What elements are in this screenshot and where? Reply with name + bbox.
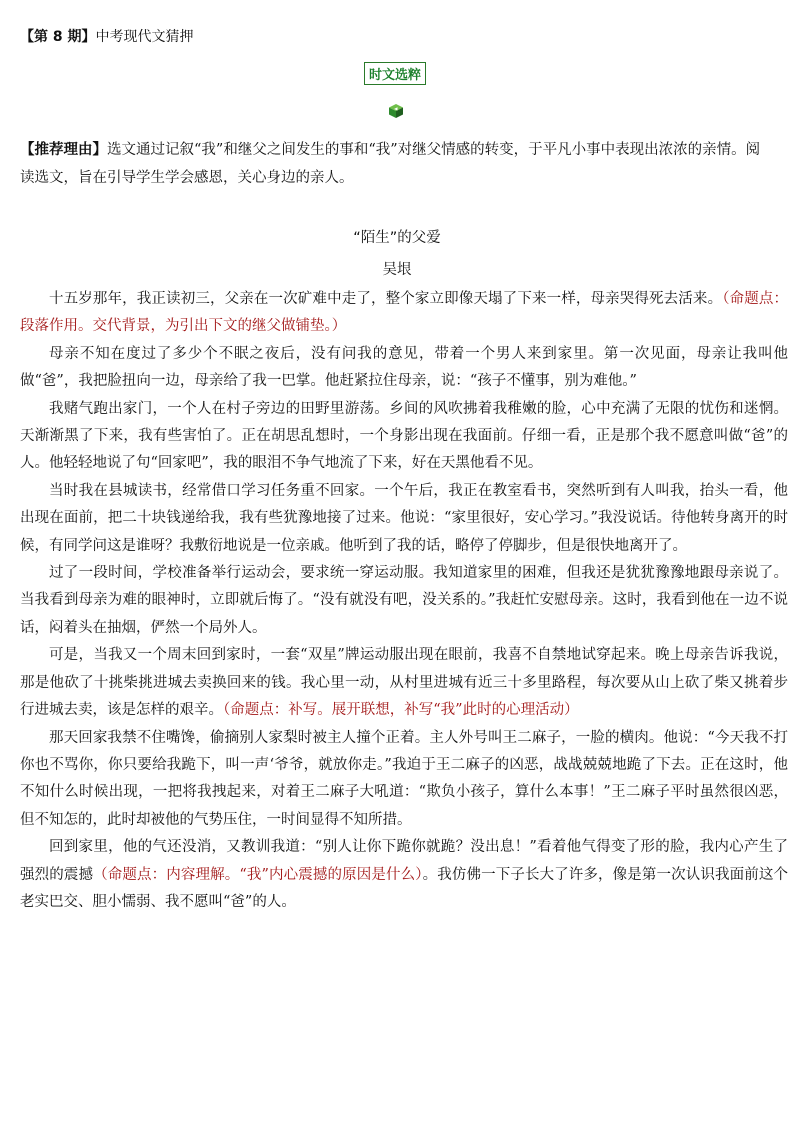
question-note: （命题点：内容理解。“我”内心震撼的原因是什么） [93, 866, 423, 883]
paragraph-7: 那天回家我禁不住嘴馋，偷摘别人家梨时被主人撞个正着。主人外号叫王二麻子，一脸的横肉。他说：“今天我不打你也不骂你，你只要给我跪下，叫一声‘爷爷，就放你走。”我迫于王二麻子的凶恶，战战兢兢地跪了下去。正在这时，他不知什么时候出现，一把将我拽起来，对着王二麻子大吼道：“欺负小孩子，算什么本事！”王二麻子平时虽然很凶恶，但不知怎的，此时却被他的气势压住，一时间显得不知所措。 [20, 729, 788, 828]
reason-text: 选文通过记叙“我”和继父之间发生的事和“我”对继父情感的转变，于平凡小事中表现出浓浓的亲情。阅读选文，旨在引导学生学会感恩，关心身边的亲人。 [20, 142, 761, 186]
paragraph-3: 我赌气跑出家门，一个人在村子旁边的田野里游荡。乡间的风吹拂着我稚嫩的脸，心中充满了无限的忧伤和迷惘。天渐渐黑了下来，我有些害怕了。正在胡思乱想时，一个身影出现在我面前。仔细一看，正是那个我不愿意叫做“爸”的人。他轻轻地说了句“回家吧”，我的眼泪不争气地流了下来，好在天黑他看不见。 [20, 400, 788, 472]
article-body [20, 286, 788, 916]
paragraph-8: 回到家里，他的气还没消，又教训我道：“别人让你下跪你就跪？没出息！”看着他气得变了形的脸，我内心产生了强烈的震撼（命题点：内容理解。“我”内心震撼的原因是什么）。我仿佛一下子长大了许多，像是第一次认识我面前这个老实巴交、胆小懦弱、我不愿叫“爸”的人。 [20, 839, 788, 910]
article-author: 吴垠 [382, 262, 412, 278]
paragraph-1: 十五岁那年，我正读初三，父亲在一次矿难中走了，整个家立即像天塌了下来一样，母亲哭得死去活来。（命题点：段落作用。交代背景，为引出下文的继父做铺垫。） [20, 291, 789, 335]
paragraph-2: 母亲不知在度过了多少个不眠之夜后，没有问我的意见，带着一个男人来到家里。第一次见面，母亲让我叫他做“爸”，我把脸扭向一边，母亲给了我一巴掌。他赶紧拉住母亲，说：“孩子不懂事，别为难他。” [20, 345, 788, 390]
section-label: 时文选粹 [364, 62, 426, 85]
paragraph-5: 过了一段时间，学校准备举行运动会，要求统一穿运动服。我知道家里的困难，但我还是犹犹豫豫地跟母亲说了。当我看到母亲为难的眼神时，立即就后悔了。“没有就没有吧，没关系的。”我赶忙安慰母亲。这时，我看到他在一边不说话，闷着头在抽烟，俨然一个局外人。 [20, 565, 788, 636]
issue-header [20, 26, 194, 46]
recommendation-reason [20, 136, 765, 192]
cube-icon [388, 103, 404, 119]
question-note: （命题点：段落作用。交代背景，为引出下文的继父做铺垫。） [20, 291, 789, 335]
issue-number: 【第 8 期】 [20, 29, 96, 45]
paragraph-6: 可是，当我又一个周末回到家时，一套“双星”牌运动服出现在眼前，我喜不自禁地试穿起来。晚上母亲告诉我说，那是他砍了十挑柴挑进城去卖换回来的钱。我心里一动，从村里进城有近三十多里路程，每次要从山上砍了柴又挑着步行进城去卖，该是怎样的艰辛。（命题点：补写。展开联想，补写“我”此时的心理活动） [20, 647, 788, 719]
article-title: “陌生”的父爱 [353, 230, 441, 246]
reason-label: 【推荐理由】 [20, 142, 107, 158]
issue-title: 中考现代文猜押 [95, 29, 194, 45]
question-note: （命题点：补写。展开联想，补写“我”此时的心理活动） [223, 702, 579, 719]
paragraph-4: 当时我在县城读书，经常借口学习任务重不回家。一个午后，我正在教室看书，突然听到有人叫我，抬头一看，他出现在面前，把二十块钱递给我，我有些犹豫地接了过来。他说：“家里很好，安心学习。”我没说话。待他转身离开的时候，有同学问这是谁呀？我敷衍地说是一位亲戚。他听到了我的话，略停了停脚步，但是很快地离开了。 [20, 482, 788, 554]
